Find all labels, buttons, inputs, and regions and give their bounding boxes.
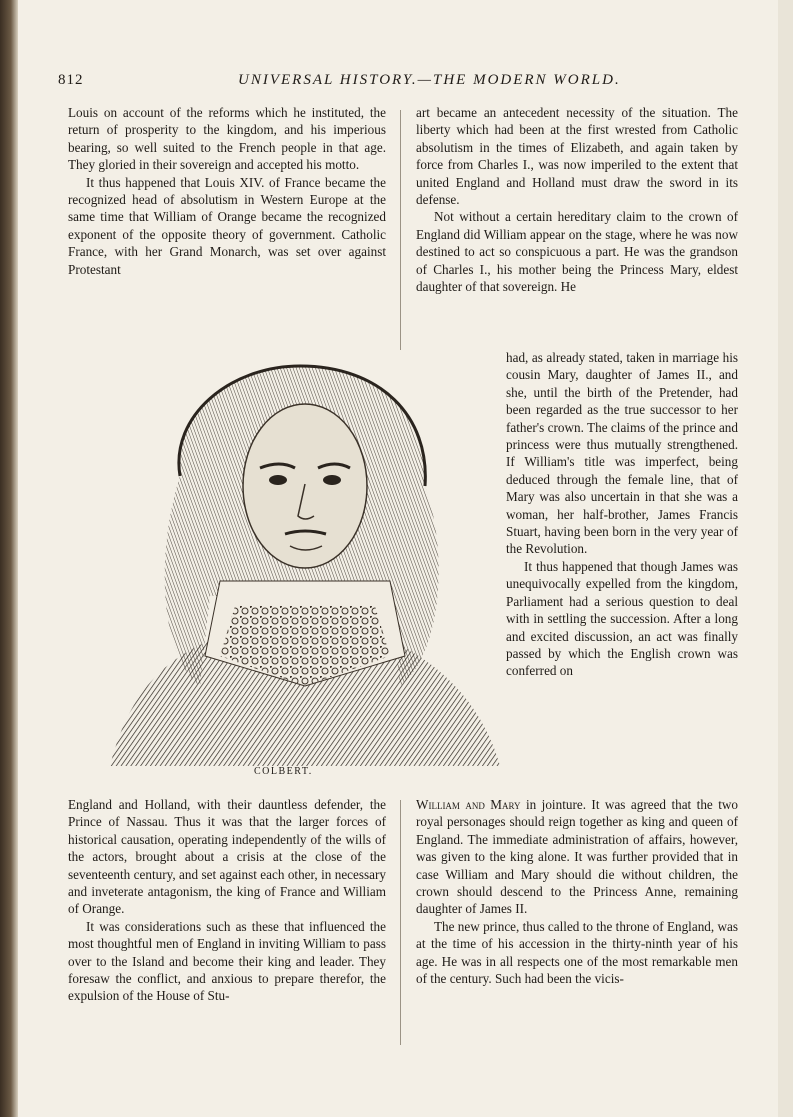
smallcaps-names: William and Mary <box>416 797 521 812</box>
book-page <box>18 0 778 1117</box>
left-column-bottom <box>68 796 386 1005</box>
paragraph: England and Holland, with their dauntless defender, the Prince of Nassau. Thus it was that the larger forces of historical causation, operating independently of the wills of the actors, brought about a crisis at the close of the seventeenth century, and set against each other, in necessary and inveterate antagonism, the king of France and William of Orange. <box>68 797 386 917</box>
paragraph: had, as already stated, taken in marriage his cousin Mary, daughter of James II., and she, until the birth of the Pretender, had been regarded as the true successor to her father's crown. The claims of the prince and princess were thus mutually strengthened. If William's title was imperfect, being deduced through the female line, that of Mary was also uncertain in that she was a woman, her half-brother, James Francis Stuart, having been born in the very year of the Revolution. <box>506 350 738 557</box>
left-column-top <box>68 104 386 278</box>
paragraph: It thus happened that Louis XIV. of France became the recognized head of absolutism in Western Europe at the same time that William of Orange became the recognized exponent of the opposite theory of government. Catholic France, with her Grand Monarch, was set over against Protestant <box>68 174 386 277</box>
paragraph: art became an antecedent necessity of the situation. The liberty which had been at the first wrested from Catholic absolutism in the times of Elizabeth, and again taken by force from Charles I., was now imperiled to the extent that united England and Holland must draw the sword in its defense. <box>416 105 738 208</box>
right-column-top <box>416 104 738 295</box>
page-header <box>58 72 748 94</box>
paragraph: The new prince, thus called to the throne of England, was at the time of his accession in the thirty-ninth year of his age. He was in all respects one of the most remarkable men of the century. Such had been the vicis- <box>416 918 738 987</box>
page-number: 812 <box>58 72 84 88</box>
colbert-portrait-engraving <box>100 356 500 766</box>
paragraph: Not without a certain hereditary claim to the crown of England did William appear on the stage, where he was now destined to act so conspicuous a part. He was the grandson of Charles I., his mother being the Princess Mary, eldest daughter of that sovereign. He <box>416 209 738 295</box>
book-binding-edge <box>0 0 18 1117</box>
right-column-beside-portrait <box>506 349 738 680</box>
paragraph: Louis on account of the reforms which he instituted, the return of prosperity to the kingdom, and his imperious bearing, so well suited to the French people in that age. They gloried in their sovereign and accepted his motto. <box>68 105 386 173</box>
column-divider <box>400 800 401 1045</box>
running-head: UNIVERSAL HISTORY.—THE MODERN WORLD. <box>238 72 621 88</box>
paragraph: It thus happened that though James was unequivocally expelled from the kingdom, Parliament had a serious question to deal with in settling the succession. After a long and excited discussion, an act was finally passed by which the English crown was conferred on <box>506 558 738 679</box>
portrait-caption: COLBERT. <box>254 766 313 777</box>
paragraph: It was considerations such as these that influenced the most thoughtful men of England in inviting William to pass over to the Island and become their king and leader. They foresaw the conflict, and anxious to prepare therefor, the expulsion of the House of Stu- <box>68 918 386 1004</box>
column-divider <box>400 110 401 350</box>
paragraph-text: in jointure. It was agreed that the two royal personages should reign together as king and queen of England. The immediate administration of affairs, however, was given to the king alone. It was further provided that in case William and Mary should die without children, the crown should descend to the Princess Anne, remaining daughter of James II. <box>416 797 738 917</box>
right-column-bottom <box>416 796 738 987</box>
paragraph <box>416 796 738 918</box>
